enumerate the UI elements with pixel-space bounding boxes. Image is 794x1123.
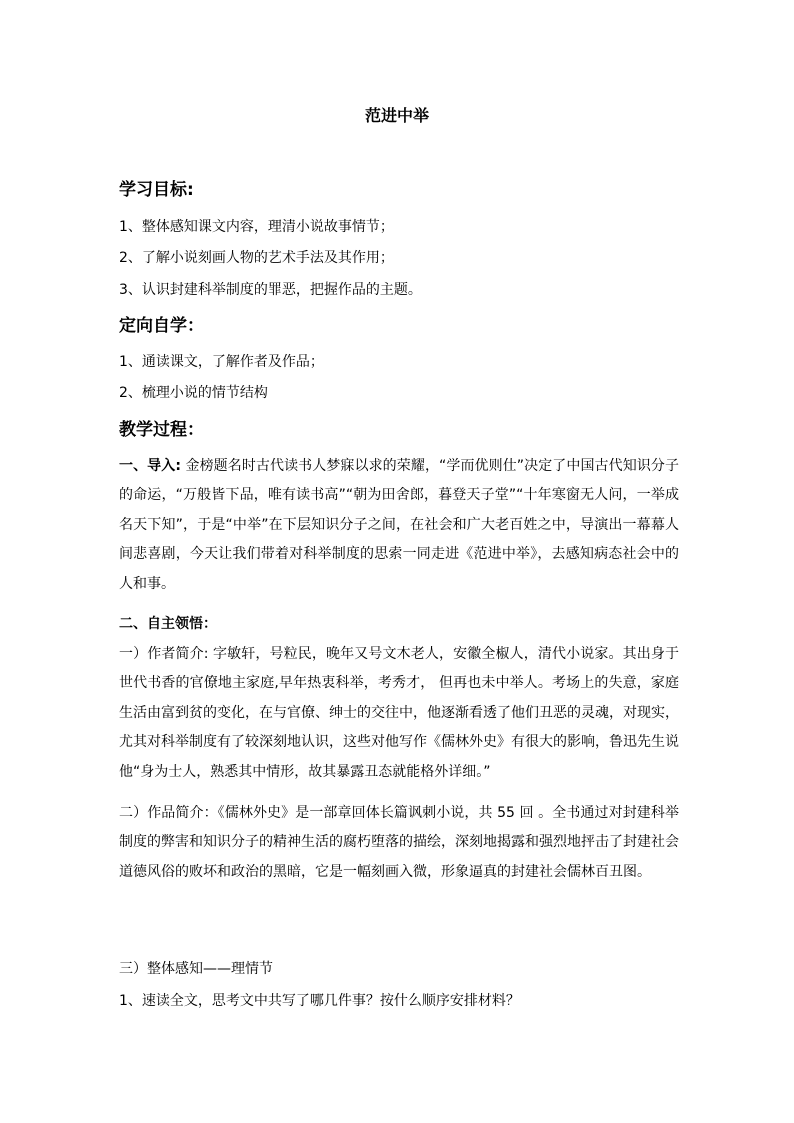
question-1: 1、速读全文，思考文中共写了哪几件事？按什么顺序安排材料？ — [119, 993, 520, 1009]
intro-text: 金榜题名时古代读书人梦寐以求的荣耀，“学而优则仕”决定了中国古代知识分子的命运，“万般皆下品，唯有读书高”“朝为田舍郎，暮登天子堂”“十年寒窗无人问，一举成名天下知”，于是“中举”在下层知识分子之间，在社会和广大老百姓之中，导演出一幕幕人间悲喜剧，今天让我们带着对科举制度的思索一同走进《范进中举》，去感知病态社会中的人和事。 — [119, 458, 679, 592]
objective-item-2: 2、了解小说刻画人物的艺术手法及其作用； — [119, 250, 394, 266]
process-heading: 教学过程： — [119, 420, 204, 440]
work-intro-paragraph: 二）作品简介：《儒林外史》是一部章回体长篇讽刺小说，共 55 回 。全书通过对封建科举制度的弊害和知识分子的精神生活的腐朽堕落的描绘，深刻地揭露和强烈地抨击了封建社会道德风俗的败坏和政治的黑暗，它是一幅刻画入微，形象逼真的封建社会儒林百丑图。 — [119, 805, 679, 880]
objective-item-1: 1、整体感知课文内容，理清小说故事情节； — [119, 219, 394, 235]
intro-label: 一、导入: — [119, 458, 181, 474]
author-intro-paragraph: 一）作者简介: 字敏轩，号粒民，晚年又号文木老人，安徽全椒人，清代小说家。其出身于世代书香的官僚地主家庭,早年热衷科举，考秀才， 但再也未中举人。考场上的失意，家庭生活由富到贫的变化，在与官僚、绅士的交往中，他逐渐看透了他们丑恶的灵魂，对现实，尤其对科举制度有了较深刻地认识，这些对他写作《儒林外史》有很大的影响，鲁迅先生说他“身为士人，熟悉其中情形，故其暴露丑态就能格外详细。” — [119, 646, 679, 780]
intro-paragraph — [119, 452, 679, 599]
section2-heading: 二、自主领悟： — [119, 616, 217, 632]
page-title: 范进中举 — [364, 106, 429, 125]
self-study-item-2: 2、梳理小说的情节结构 — [119, 385, 268, 401]
self-study-heading: 定向自学： — [119, 316, 204, 336]
perception-heading: 三）整体感知——理情节 — [119, 961, 273, 977]
self-study-item-1: 1、通读课文，了解作者及作品； — [119, 354, 324, 370]
objectives-heading: 学习目标: — [119, 180, 194, 200]
objective-item-3: 3、认识封建科举制度的罪恶，把握作品的主题。 — [119, 282, 422, 298]
